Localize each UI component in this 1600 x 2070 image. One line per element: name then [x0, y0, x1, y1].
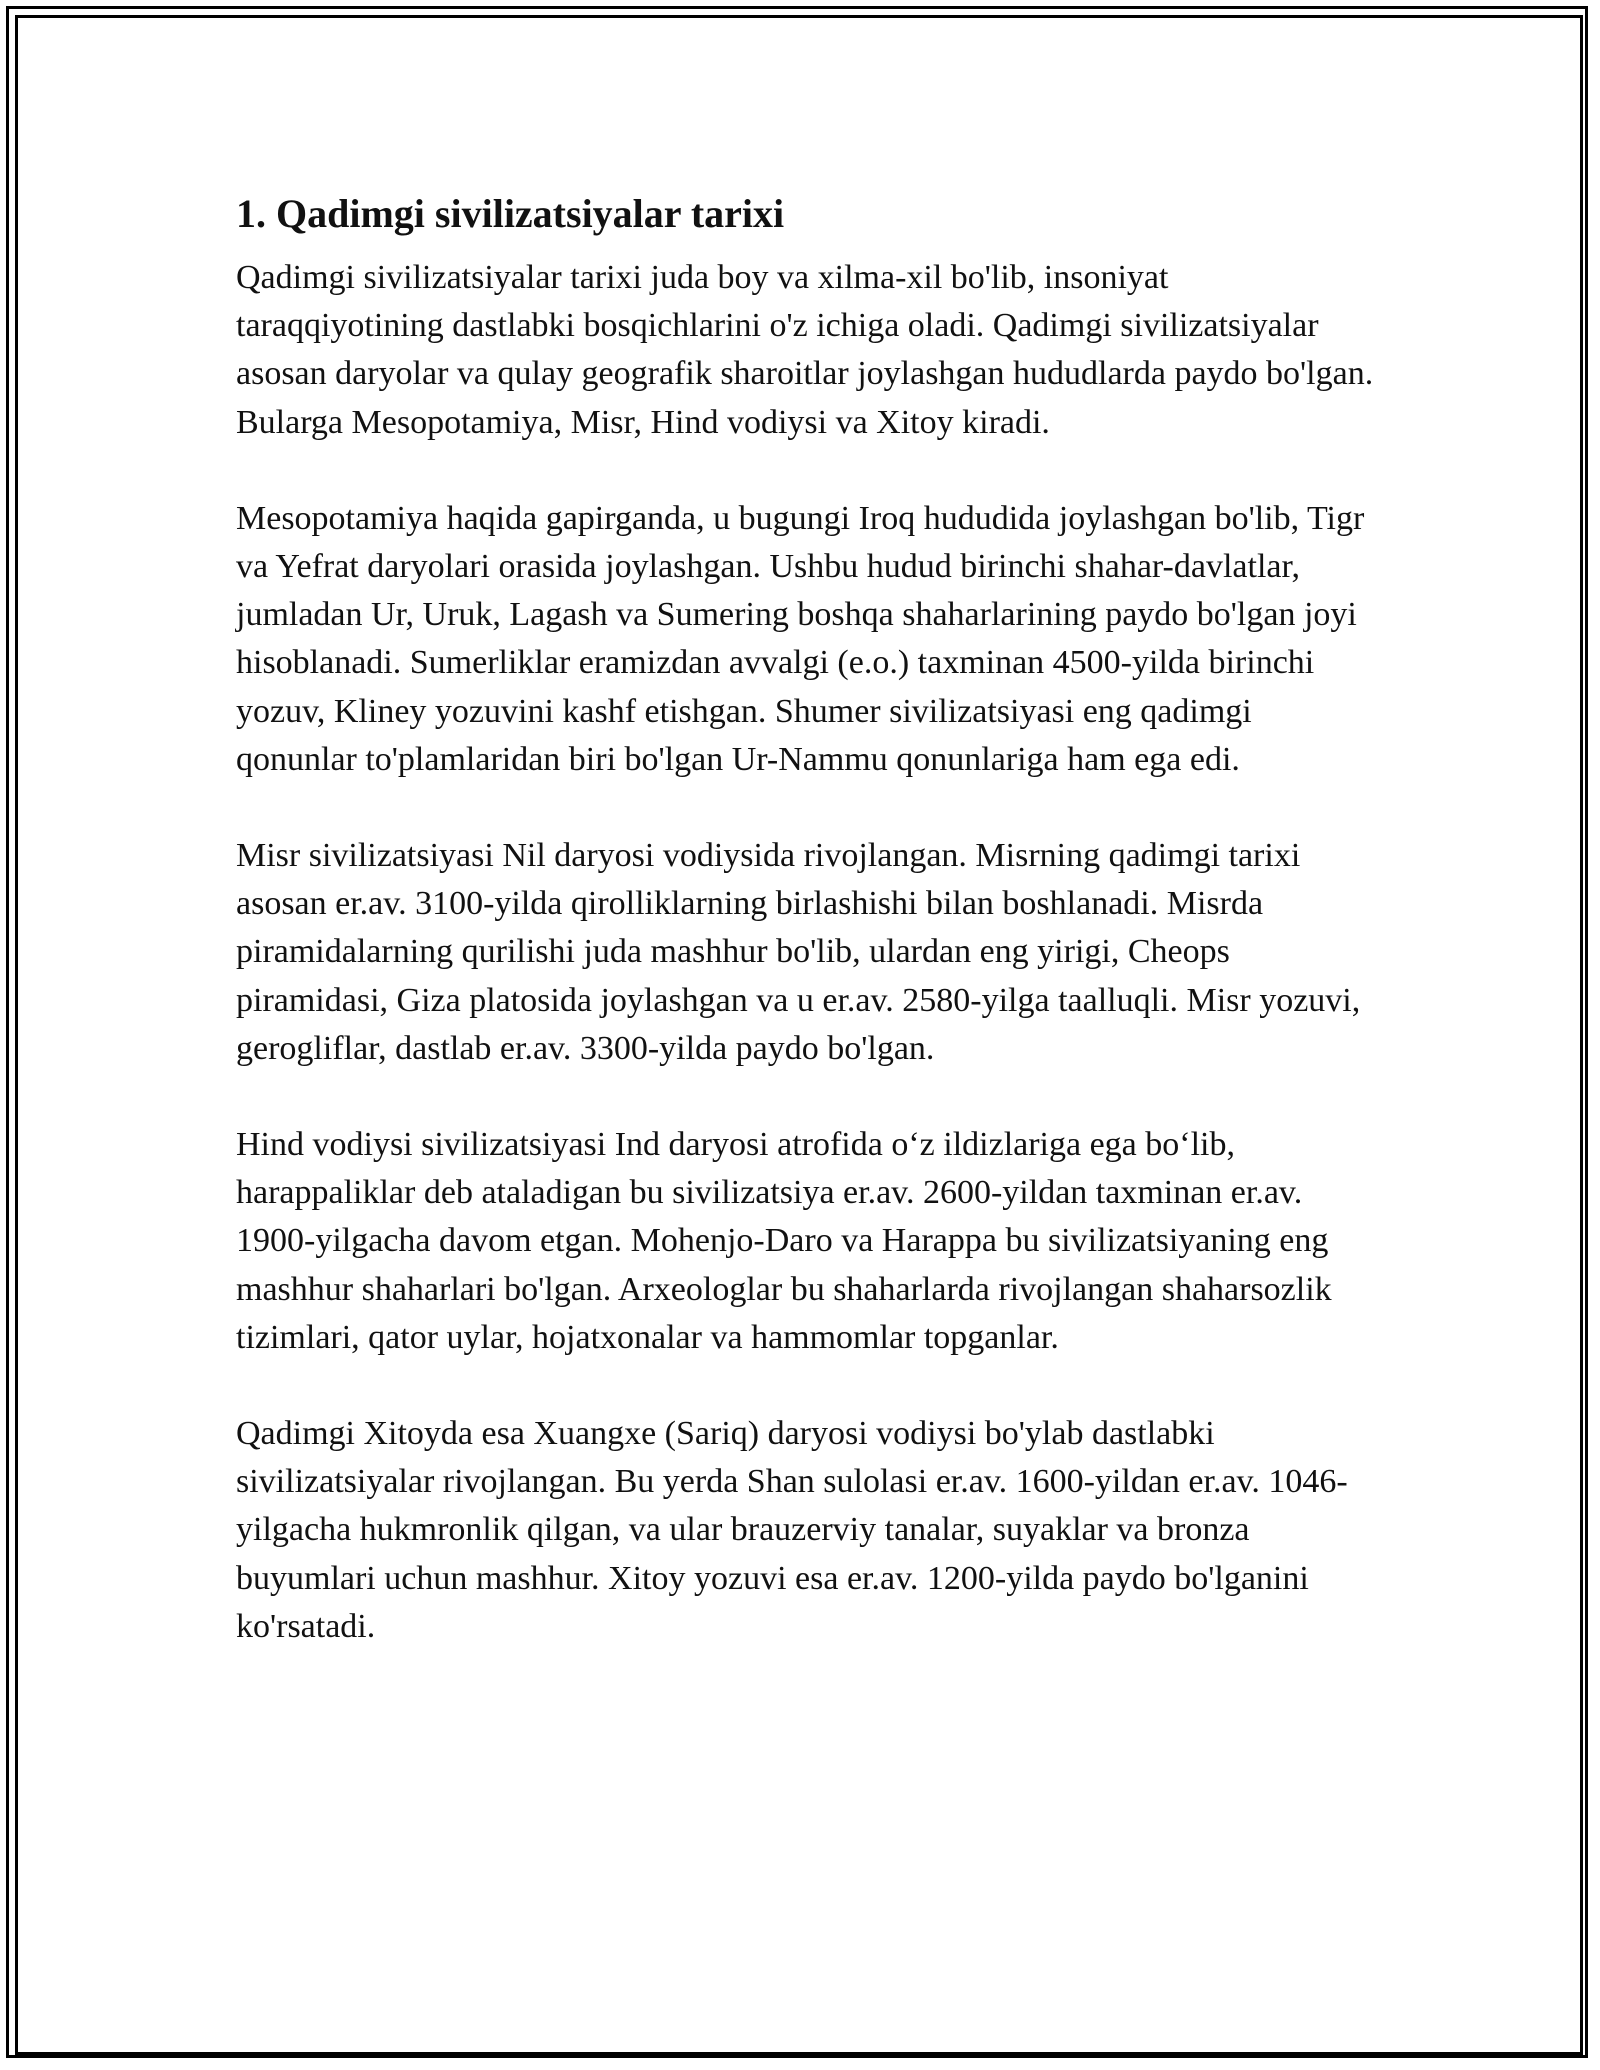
paragraph-indus-valley: Hind vodiysi sivilizatsiyasi Ind daryosi atrofida o‘z ildizlariga ega bo‘lib, harappaliklar deb ataladigan bu sivilizatsiya er.av. 2600-yildan taxminan er.av. 1900-yilgacha davom etgan. Mohenjo-Daro va Harappa bu sivilizatsiyaning eng mashhur shaharlari bo'lgan. Arxeologlar bu shaharlarda rivojlangan shaharsozlik tizimlari, qator uylar, hojatxonalar va hammomlar topganlar.: [236, 1126, 1332, 1356]
paragraph-intro: Qadimgi sivilizatsiyalar tarixi juda boy va xilma-xil bo'lib, insoniyat taraqqiyotining dastlabki bosqichlarini o'z ichiga oladi. Qadimgi sivilizatsiyalar asosan daryolar va qulay geografik sharoitlar joylashgan hududlarda paydo bo'lgan. Bularga Mesopotamiya, Misr, Hind vodiysi va Xitoy kiradi.: [236, 259, 1374, 441]
section-title: 1. Qadimgi sivilizatsiyalar tarixi: [236, 191, 785, 236]
document-body: [236, 186, 1376, 1651]
paragraph-china: Qadimgi Xitoyda esa Xuangxe (Sariq) daryosi vodiysi bo'ylab dastlabki sivilizatsiyalar rivojlangan. Bu yerda Shan sulolasi er.av. 1600-yildan er.av. 1046-yilgacha hukmronlik qilgan, va ular brauzerviy tanalar, suyaklar va bronza buyumlari uchun mashhur. Xitoy yozuvi esa er.av. 1200-yilda paydo bo'lganini ko'rsatadi.: [236, 1415, 1348, 1645]
paragraph-mesopotamia: Mesopotamiya haqida gapirganda, u bugungi Iroq hududida joylashgan bo'lib, Tigr va Yefrat daryolari orasida joylashgan. Ushbu hudud birinchi shahar-davlatlar, jumladan Ur, Uruk, Lagash va Sumering boshqa shaharlarining paydo bo'lgan joyi hisoblanadi. Sumerliklar eramizdan avvalgi (e.o.) taxminan 4500-yilda birinchi yozuv, Kliney yozuvini kashf etishgan. Shumer sivilizatsiyasi eng qadimgi qonunlar to'plamlaridan biri bo'lgan Ur-Nammu qonunlariga ham ega edi.: [236, 499, 1365, 778]
paragraph-egypt: Misr sivilizatsiyasi Nil daryosi vodiysida rivojlangan. Misrning qadimgi tarixi asosan er.av. 3100-yilda qirolliklarning birlashishi bilan boshlanadi. Misrda piramidalarning qurilishi juda mashhur bo'lib, ulardan eng yirigi, Cheops piramidasi, Giza platosida joylashgan va u er.av. 2580-yilga taalluqli. Misr yozuvi, gerogliflar, dastlab er.av. 3300-yilda paydo bo'lgan.: [236, 837, 1361, 1067]
